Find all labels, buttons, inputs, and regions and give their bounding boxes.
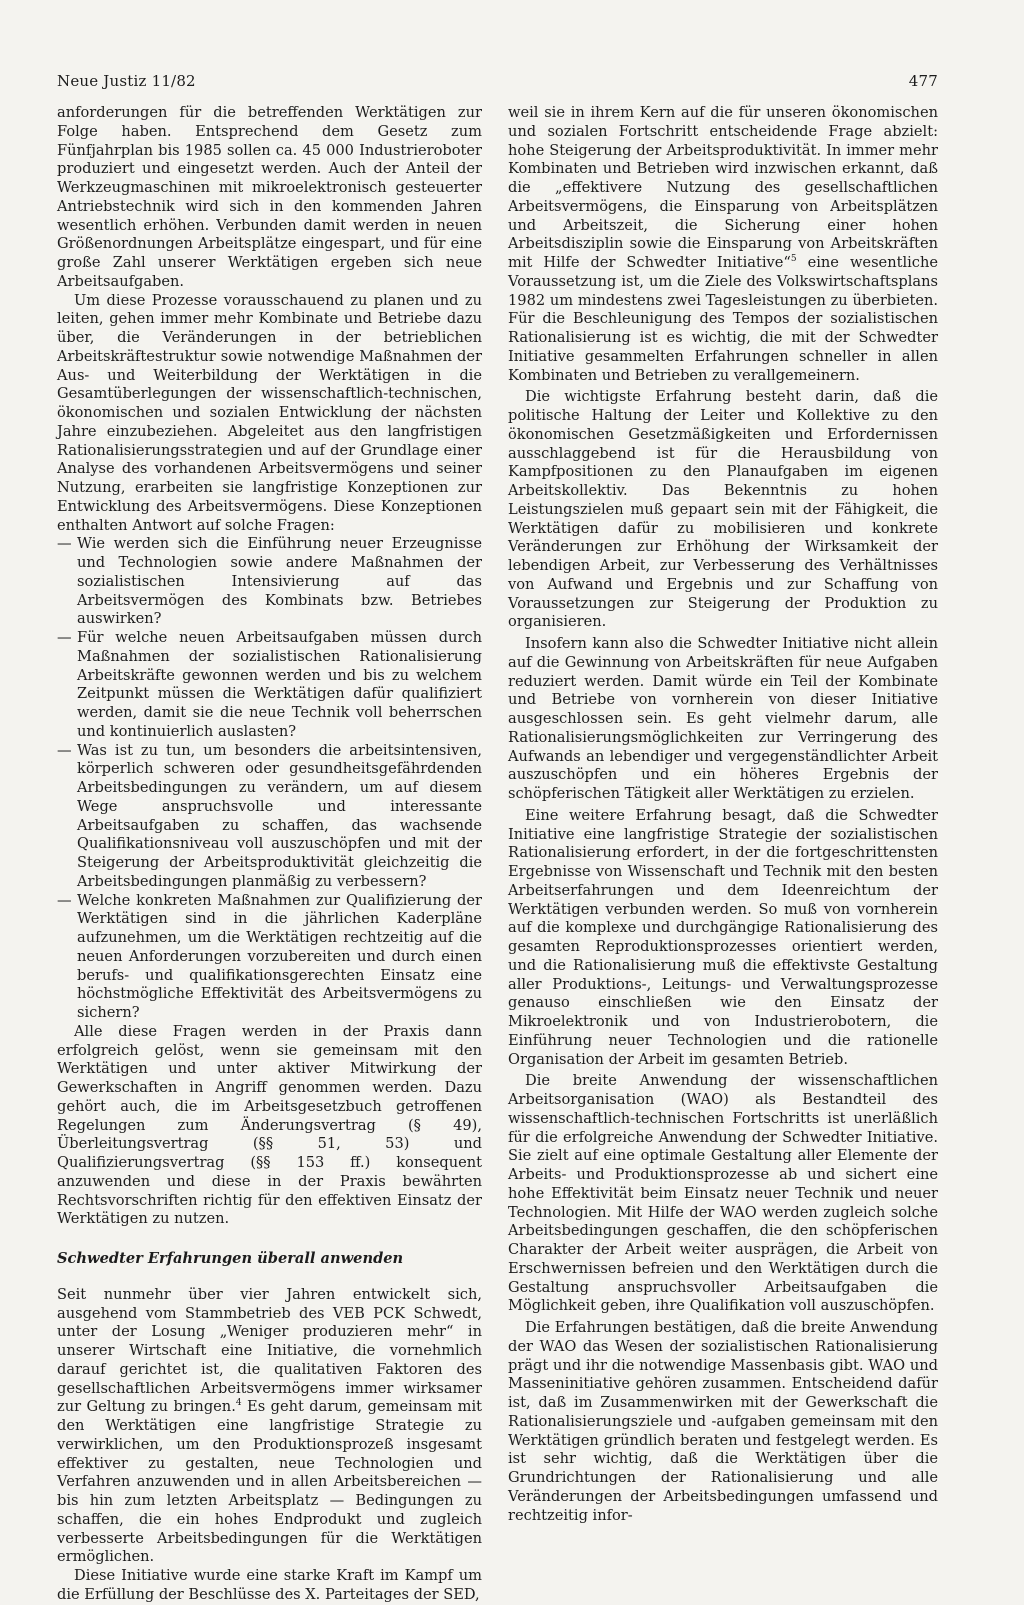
list-item-text: Was ist zu tun, um besonders die arbeitsintensiven, körperlich schweren oder gesundheitsgefährdenden Arbeitsbedingungen zu verändern, um auf diesem Wege anspruchsvolle und interessante Arbeitsaufgaben zu schaffen, das wachsende Qualifikationsniveau voll auszuschöpfen und mit der Steigerung der Arbeitsproduktivität gleichzeitig die Arbeitsbedingungen planmäßig zu verbessern?	[77, 741, 482, 890]
page-number: 477	[908, 72, 938, 90]
paragraph: Insofern kann also die Schwedter Initiative nicht allein auf die Gewinnung von Arbeitskräften für neue Aufgaben reduziert werden. Damit würde ein Teil der Kombinate und Betriebe von vornherein von dieser Initiative ausgeschlossen sein. Es geht vielmehr darum, alle Rationalisierungsmöglichkeiten zur Verringerung des Aufwands an lebendiger und vergegenständlichter Arbeit auszuschöpfen und ein höheres Ergebnis der schöpferischen Tätigkeit aller Werktätigen zu erzielen.	[508, 635, 938, 802]
paragraph: Alle diese Fragen werden in der Praxis dann erfolgreich gelöst, wenn sie gemeinsam mit den Werktätigen und unter aktiver Mitwirkung der Gewerkschaften in Angriff genommen werden. Dazu gehört auch, die im Arbeitsgesetzbuch getroffenen Regelungen zum Änderungsvertrag (§ 49), Überleitungsvertrag (§§ 51, 53) und Qualifizierungsvertrag (§§ 153 ff.) konsequent anzuwenden und diese in der Praxis bewährten Rechtsvorschriften richtig für den effektiven Einsatz der Werktätigen zu nutzen.	[57, 1022, 482, 1228]
paragraph-text: eine wesentliche Voraussetzung ist, um die Ziele des Volkswirtschaftsplans 1982 um mindestens zwei Tagesleistungen zu überbieten. Für die Beschleunigung des Tempos der sozialistischen Rationalisierung ist es wichtig, die mit der Schwedter Initiative gesammelten Erfahrungen schneller in allen Kombinaten und Betrieben zu verallgemeinern.	[508, 254, 939, 384]
paragraph: Um diese Prozesse vorausschauend zu planen und zu leiten, gehen immer mehr Kombinate und Betriebe dazu über, die Veränderungen in der betrieblichen Arbeitskräftestruktur sowie notwendige Maßnahmen der Aus- und Weiterbildung der Werktätigen in die Gesamtüberlegungen der wissenschaftlich-technischen, ökonomischen und sozialen Entwicklung der nächsten Jahre einzubeziehen. Abgeleitet aus den langfristigen Rationalisierungsstrategien und auf der Grundlage einer Analyse des vorhandenen Arbeitsvermögens und seiner Nutzung, erarbeiten sie langfristige Konzeptionen zur Entwicklung des Arbeitsvermögens. Diese Konzeptionen enthalten Antwort auf solche Fragen:	[57, 291, 482, 534]
dash-marker: —	[57, 891, 72, 909]
list-item-text: Wie werden sich die Einführung neuer Erzeugnisse und Technologien sowie andere Maßnahmen der sozialistischen Intensivierung auf das Arbeitsvermögen des Kombinats bzw. Betriebes auswirken?	[77, 535, 482, 628]
paragraph: Die wichtigste Erfahrung besteht darin, daß die politische Haltung der Leiter und Kollektive zu den ökonomischen Gesetzmäßigkeiten und Erfordernissen ausschlaggebend ist für die Herausbildung von Kampfpositionen zu den Planaufgaben im eigenen Arbeitskollektiv. Das Bekenntnis zu hohen Leistungszielen muß gepaart sein mit der Fähigkeit, die Werktätigen dafür zu mobilisieren und konkrete Veränderungen zur Erhöhung der Wirksamkeit der lebendigen Arbeit, zur Verbesserung des Verhältnisses von Aufwand und Ergebnis und zur Schaffung von Voraussetzungen zur Steigerung der Produktion zu organisieren.	[508, 388, 938, 631]
dash-marker: —	[57, 629, 72, 646]
right-column	[508, 104, 939, 1524]
list-item-text: Für welche neuen Arbeitsaufgaben müssen durch Maßnahmen der sozialistischen Rationalisierung Arbeitskräfte gewonnen werden und bis zu welchem Zeitpunkt müssen die Werktätigen dafür qualifiziert werden, damit sie die neue Technik voll beherrschen und kontinuierlich auslasten?	[77, 629, 482, 740]
paragraph-text: Seit nunmehr über vier Jahren entwickelt sich, ausgehend vom Stammbetrieb des VEB PCK Schwedt, unter der Losung „Weniger produzieren mehr“ in unserer Wirtschaft eine Initiative, die vornehmlich darauf gerichtet ist, die qualitativen Faktoren des gesellschaftlichen Arbeitsvermögens immer wirksamer zur Geltung zu bringen.	[57, 1285, 482, 1416]
section-heading: Schwedter Erfahrungen überall anwenden	[57, 1250, 404, 1267]
list-item	[57, 535, 482, 629]
paragraph	[508, 104, 938, 385]
journal-title: Neue Justiz 11/82	[57, 72, 196, 90]
paragraph: Die Erfahrungen bestätigen, daß die breite Anwendung der WAO das Wesen der sozialistischen Rationalisierung prägt und ihr die notwendige Massenbasis gibt. WAO und Masseninitiative gehören zusammen. Entscheidend dafür ist, daß im Zusammenwirken mit der Gewerkschaft die Rationalisierungsziele und -aufgaben gemeinsam mit den Werktätigen gründlich beraten und festgelegt werden. Es ist sehr wichtig, daß die Werktätigen über die Grundrichtungen der Rationalisierung und alle Veränderungen der Arbeitsbedingungen umfassend und rechtzeitig infor-	[508, 1319, 938, 1524]
left-column	[57, 104, 483, 1603]
list-item	[57, 742, 482, 892]
list-item	[57, 892, 482, 1023]
footnote-ref[interactable]: 5	[790, 254, 797, 264]
running-head	[57, 72, 938, 96]
list-item	[57, 629, 482, 742]
paragraph: Eine weitere Erfahrung besagt, daß die Schwedter Initiative eine langfristige Strategie der sozialistischen Rationalisierung erfordert, in der die fortgeschrittensten Ergebnisse von Wissenschaft und Technik mit den besten Arbeitserfahrungen und dem Ideenreichtum der Werktätigen verbunden werden. So muß von vornherein auf die komplexe und durchgängige Rationalisierung des gesamten Reproduktionsprozesses orientiert werden, und die Rationalisierung muß die effektivste Gestaltung aller Produktions-, Leitungs- und Verwaltungsprozesse genauso einschließen wie den Einsatz der Mikroelektronik und von Industrierobotern, die Einführung neuer Technologien und die rationelle Organisation der Arbeit im gesamten Betrieb.	[508, 806, 938, 1068]
footnote-ref[interactable]: 4	[235, 1398, 242, 1409]
dash-marker: —	[57, 741, 72, 759]
paragraph: Die breite Anwendung der wissenschaftlichen Arbeitsorganisation (WAO) als Bestandteil des wissenschaftlich-technischen Fortschritts ist unerläßlich für die erfolgreiche Anwendung der Schwedter Initiative. Sie zielt auf eine optimale Gestaltung aller Elemente der Arbeits- und Produktionsprozesse ab und sichert eine hohe Effektivität beim Einsatz neuer Technik und neuer Technologien. Mit Hilfe der WAO werden zugleich solche Arbeitsbedingungen geschaffen, die den schöpferischen Charakter der Arbeit weiter ausprägen, die Arbeit von Erschwernissen befreien und den Werktätigen durch die Gestaltung anspruchsvoller Arbeitsaufgaben die Möglichkeit geben, ihre Qualifikation voll auszuschöpfen.	[508, 1072, 938, 1315]
paragraph: Diese Initiative wurde eine starke Kraft im Kampf um die Erfüllung der Beschlüsse des X. Parteitages der SED,	[57, 1567, 482, 1603]
list-item-text: Welche konkreten Maßnahmen zur Qualifizierung der Werktätigen sind in die jährlichen Kaderpläne aufzunehmen, um die Werktätigen rechtzeitig auf die neuen Anforderungen vorzubereiten und durch einen berufs- und qualifikationsgerechten Einsatz eine höchstmögliche Effektivität des Arbeitsvermögens zu sichern?	[77, 891, 482, 1021]
dash-marker: —	[57, 535, 72, 553]
paragraph	[57, 1286, 482, 1567]
question-list	[57, 535, 482, 1023]
paragraph: anforderungen für die betreffenden Werktätigen zur Folge haben. Entsprechend dem Gesetz zum Fünfjahrplan bis 1985 sollen ca. 45 000 Industrieroboter produziert und eingesetzt werden. Auch der Anteil der Werkzeugmaschinen mit mikroelektronisch gesteuerter Antriebstechnik wird sich in den kommenden Jahren wesentlich erhöhen. Verbunden damit werden in neuen Größenordnungen Arbeitsplätze eingespart, und für eine große Zahl unserer Werktätigen ergeben sich neue Arbeitsaufgaben.	[57, 104, 482, 290]
paragraph-text: weil sie in ihrem Kern auf die für unseren ökonomischen und sozialen Fortschritt entscheidende Frage abzielt: hohe Steigerung der Arbeitsproduktivität. In immer mehr Kombinaten und Betrieben wird inzwischen erkannt, daß die „effektivere Nutzung des gesellschaftlichen Arbeitsvermögens, die Einsparung von Arbeitsplätzen und Arbeitszeit, die Sicherung einer hohen Arbeitsdisziplin sowie die Einsparung von Arbeitskräften mit Hilfe der Schwedter Initiative“	[508, 104, 938, 271]
paragraph-text: Es geht darum, gemeinsam mit den Werktätigen eine langfristige Strategie zu verwirklichen, um den Produktionsprozeß insgesamt effektiver zu gestalten, neue Technologien und Verfahren anzuwenden und in allen Arbeitsbereichen — bis hin zum letzten Arbeitsplatz — Bedingungen zu schaffen, die ein hohes Endprodukt und zugleich verbesserte Arbeitsbedingungen für die Werktätigen ermöglichen.	[57, 1398, 483, 1566]
